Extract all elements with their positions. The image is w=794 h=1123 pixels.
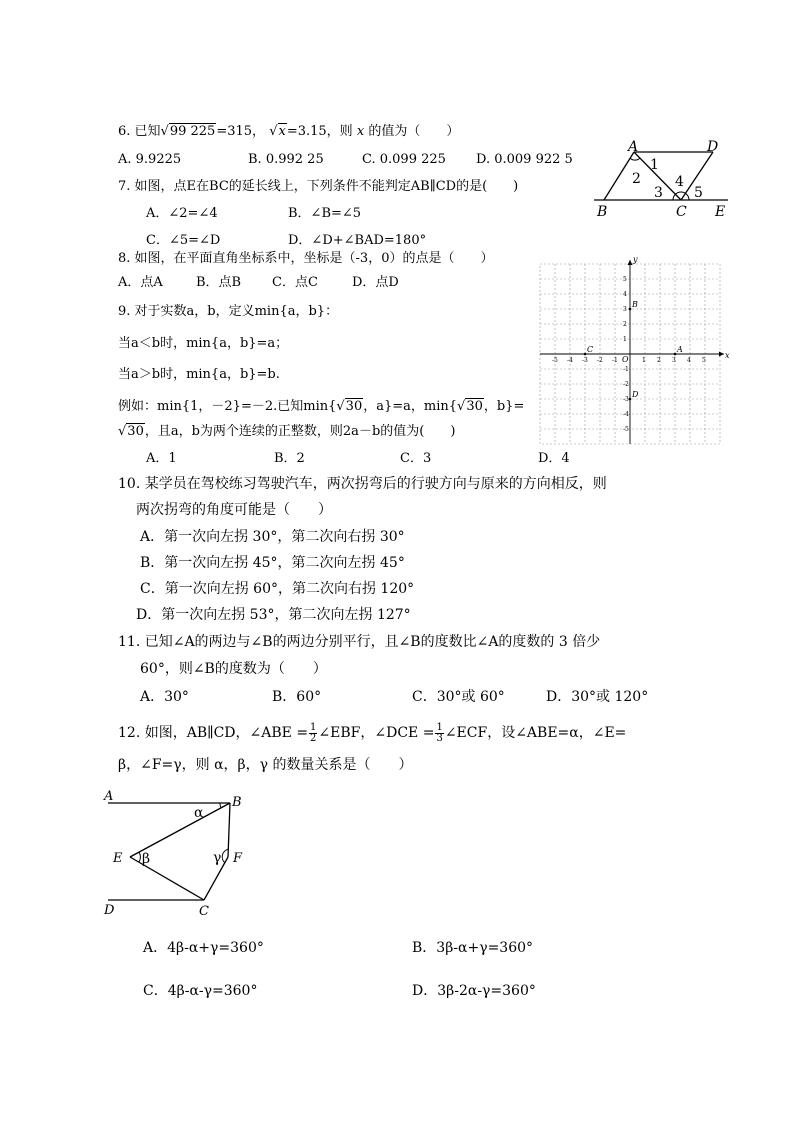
sqrt-sign-icon: √ [336,399,345,414]
sqrt-sign-icon: √ [457,399,466,414]
q9-line-5 [118,424,455,440]
q12-option-b: B．3β-α+γ=360° [412,940,534,956]
q10-option-b: B．第一次向左拐 45°，第二次向左拐 45° [140,555,405,571]
q9-radicand-1: 30 [345,399,363,414]
x-tick-label: 4 [687,357,691,364]
sqrt-sign-icon: √ [269,124,278,139]
label-2: 2 [632,171,641,187]
label-E: E [715,204,726,220]
angle-arc-c [673,192,689,200]
q6-var: x [356,124,365,139]
line-ab [604,152,634,200]
q12-option-c: C．4β-α-γ=360° [143,983,258,999]
x-tick-label: 5 [702,357,706,364]
origin-label: O [622,355,629,364]
label-alpha: α [194,805,204,821]
fraction-one-half [309,723,317,744]
q9-option-b: B．2 [274,451,305,466]
q6-radicand-1: 99 225 [169,124,216,139]
y-tick-label: 3 [623,306,627,313]
q9-line-4-a: 例如：min{1，－2}=－2.已知min{ [118,399,337,414]
y-tick-label: -3 [623,396,629,403]
sqrt-sign-icon: √ [118,424,127,439]
frac2-num: 1 [436,721,443,733]
q9-line-1: 9. 对于实数a，b，定义min{a，b}： [118,304,339,319]
angle-arc-a [630,158,640,160]
sqrt-sign-icon: √ [160,124,169,139]
q12-stem-2: β，∠F=γ，则 α，β，γ 的数量关系是（ ） [118,757,413,773]
q7-option-a: A．∠2=∠4 [146,206,218,221]
q6-radicand-2: x [278,124,286,139]
q9-line-4 [118,399,524,415]
q7-option-b: B．∠B=∠5 [288,206,362,221]
frac1-den: 2 [310,732,317,744]
x-tick-label: 1 [642,357,646,364]
x-axis-label: x [725,351,730,360]
label-A: A [628,139,639,155]
q6-mid-1: =315， [216,124,266,139]
x-tick-label: -2 [597,357,603,364]
y-tick-label: 2 [623,321,627,328]
q6-option-c: C. 0.099 225 [362,152,446,167]
y-tick-label: -1 [623,366,629,373]
q7-option-d: D．∠D+∠BAD=180° [288,233,427,248]
q9-line-3: 当a＞b时，min{a，b}=b. [118,367,280,382]
label-A: A [104,789,114,804]
x-tick-label: -1 [612,357,618,364]
label-D: D [707,139,719,155]
q10-option-d: D．第一次向左拐 53°，第二次向左拐 127° [136,607,411,623]
angle-arc-b [220,803,221,808]
q9-line-5-text: ，且a，b为两个连续的正整数，则2a－b的值为( ) [144,424,456,439]
point-C [584,353,587,356]
y-tick-label: 5 [623,276,627,283]
x-tick-label: 2 [657,357,661,364]
point-label-B: B [632,300,638,309]
q11-stem-1: 11. 已知∠A的两边与∠B的两边分别平行，且∠B的度数比∠A的度数的 3 倍少 [118,634,601,650]
label-3: 3 [654,185,663,201]
q12-part-2: ∠EBF，∠DCE = [318,725,435,741]
angle-arc-e [139,852,140,862]
y-tick-label: -4 [623,411,629,418]
label-beta: β [142,851,151,867]
q12-option-a: A．4β-α+γ=360° [143,940,264,956]
x-axis-arrow-icon [719,352,724,357]
q6-mid-2: =3.15，则 [286,124,353,139]
q12-part-3: ∠ECF，设∠ABE=α，∠E= [444,725,627,741]
q10-stem-1: 10. 某学员在驾校练习驾驶汽车，两次拐弯后的行驶方向与原来的方向相反，则 [118,476,607,492]
q11-option-a: A．30° [140,689,189,705]
q9-option-d: D．4 [538,451,570,466]
label-F: F [233,851,243,866]
label-1: 1 [650,157,659,173]
coordinate-grid [540,255,730,438]
y-tick-label: -2 [623,381,629,388]
q9-line-2: 当a＜b时，min{a，b}=a； [118,336,289,351]
q9-option-c: C．3 [400,451,432,466]
label-gamma: γ [213,850,222,866]
y-axis-label: y [633,255,638,264]
point-label-C: C [587,345,594,354]
frac2-den: 3 [436,732,443,744]
q11-stem-2: 60°，则∠B的度数为（ ） [140,661,327,677]
q10-option-a: A．第一次向左拐 30°，第二次向右拐 30° [140,529,405,545]
q9-line-4-c: ，b}= [483,399,525,414]
label-C: C [199,904,209,919]
y-tick-label: -5 [623,426,629,433]
q12-option-d: D．3β-2α-γ=360° [412,983,536,999]
q6-option-d: D. 0.009 922 5 [476,152,573,167]
q7-option-c: C．∠5=∠D [146,233,221,248]
q9-option-a: A．1 [146,451,177,466]
q6-option-b: B. 0.992 25 [248,152,324,167]
q11-option-b: B．60° [272,689,322,705]
x-tick-label: -3 [582,357,588,364]
fraction-one-third [435,723,443,744]
q9-radicand-2: 30 [466,399,483,414]
label-C: C [676,204,687,220]
q11-option-d: D．30°或 120° [546,689,649,705]
point-A [674,353,677,356]
q7-stem: 7. 如图，点E在BC的延长线上，下列条件不能判定AB∥CD的是( ) [118,179,519,194]
q10-option-c: C．第一次向左拐 60°，第二次向右拐 120° [140,581,415,597]
label-5: 5 [694,185,703,201]
q6-option-a: A. 9.9225 [118,152,182,167]
q8-option-a: A．点A [118,275,163,290]
label-B: B [232,795,242,810]
label-B: B [597,204,608,220]
label-4: 4 [675,174,684,190]
q12-figure [98,786,258,918]
q6-stem [118,124,459,140]
q8-option-c: C．点C [272,275,318,290]
q7-figure [590,136,735,222]
q12-stem-1 [118,721,626,745]
point-label-A: A [677,345,683,354]
q6-prefix: 6. 已知 [118,124,161,139]
x-tick-label: -4 [567,357,573,364]
q10-stem-2: 两次拐弯的角度可能是（ ） [136,502,332,518]
q9-line-4-b: ，a}=a，min{ [363,399,458,414]
frac1-num: 1 [310,721,317,733]
q8-stem: 8. 如图，在平面直角坐标系中，坐标是（-3，0）的点是（ ） [118,251,494,266]
q8-option-b: B．点B [196,275,242,290]
y-axis-arrow-icon [628,260,633,265]
q6-suffix: 的值为（ ） [368,124,460,139]
point-label-D: D [632,390,639,399]
point-D [629,398,632,401]
y-tick-label: 1 [623,336,627,343]
line-eb [130,803,230,857]
q8-option-d: D．点D [352,275,399,290]
q12-part-1: 12. 如图，AB∥CD，∠ABE = [118,725,309,741]
q11-option-c: C．30°或 60° [412,689,505,705]
y-tick-label: 4 [623,291,627,298]
q9-radicand-3: 30 [127,424,144,439]
label-E: E [113,851,123,866]
label-D: D [104,903,115,918]
x-tick-label: -5 [552,357,558,364]
x-tick-label: 3 [672,357,676,364]
point-B [629,308,632,311]
